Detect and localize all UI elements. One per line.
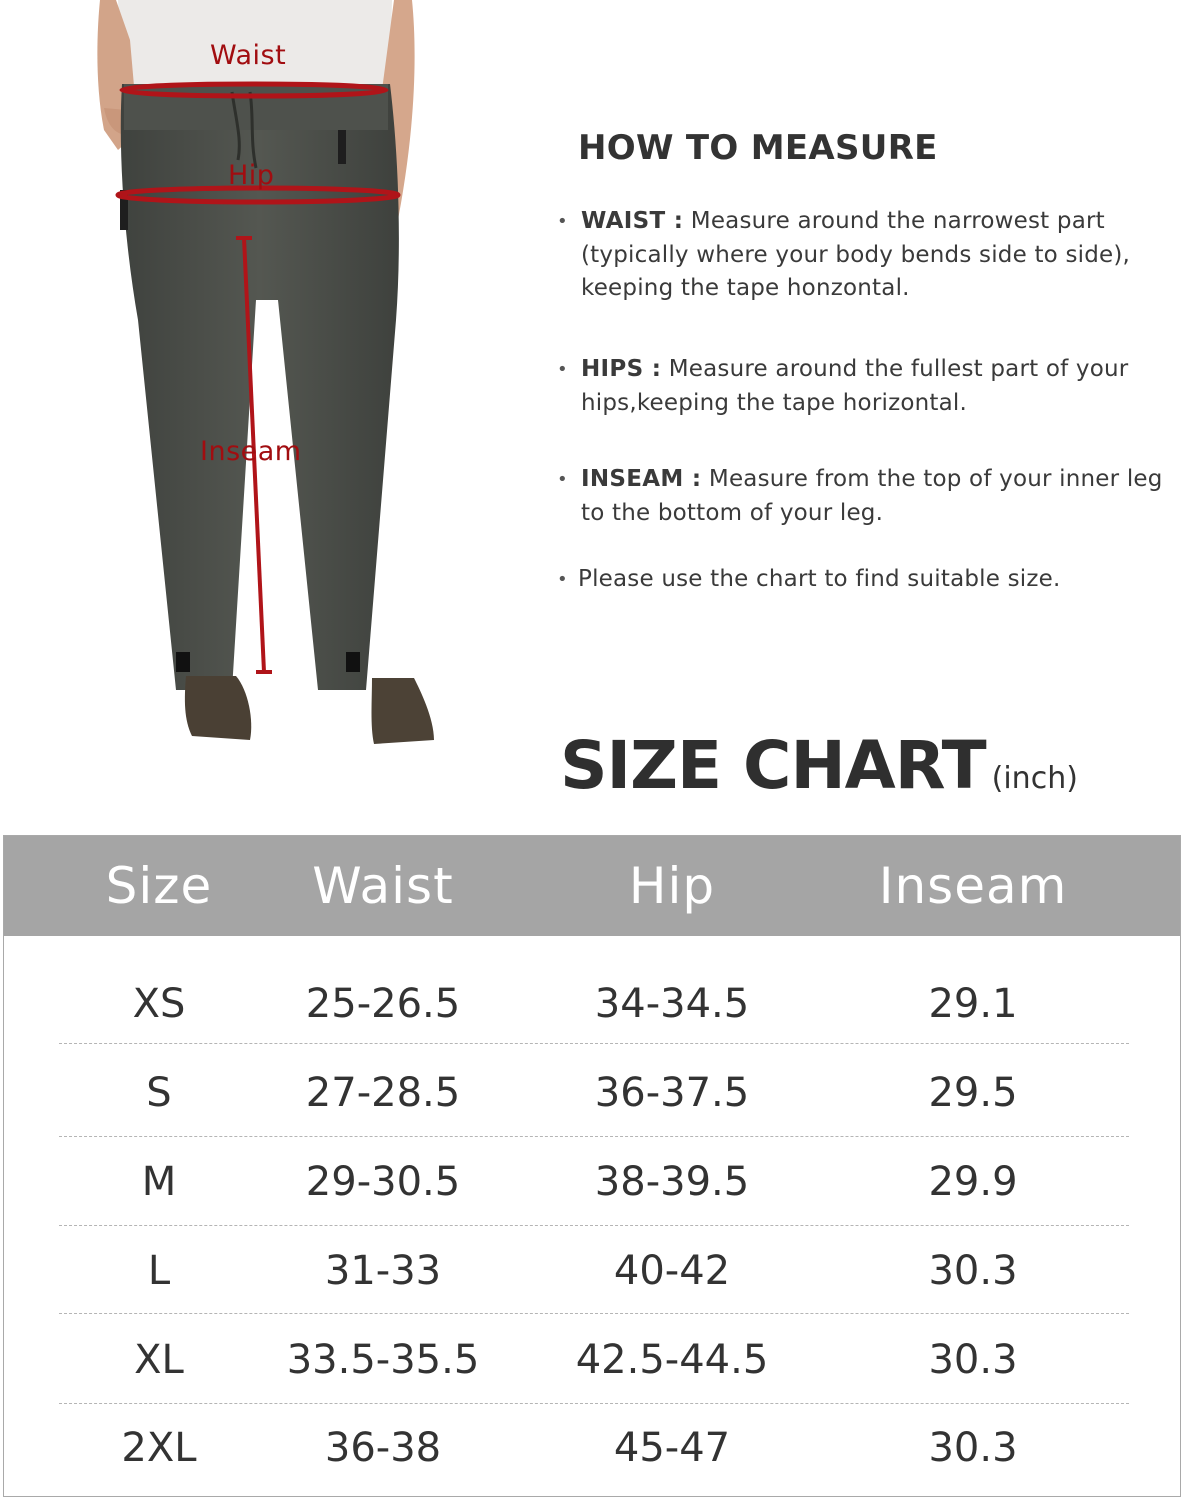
column-header-inseam: Inseam: [878, 857, 1068, 915]
how-to-term: WAIST :: [581, 208, 684, 234]
ankle-toggle-left-shape: [176, 652, 190, 672]
table-header-row: [4, 836, 1180, 936]
model-figure: [0, 0, 540, 830]
cell-inseam: 29.5: [928, 1070, 1018, 1116]
cell-size: XS: [132, 981, 186, 1027]
waistband-shape: [124, 84, 388, 130]
cell-hip: 45-47: [613, 1425, 731, 1471]
left-shoe-shape: [185, 676, 251, 740]
pants-model-illustration: [0, 0, 540, 830]
bullet-dot-icon: •: [557, 359, 568, 380]
row-divider: [59, 1225, 1129, 1226]
cell-waist: 29-30.5: [305, 1159, 461, 1205]
how-to-measure-title: HOW TO MEASURE: [578, 128, 938, 168]
how-to-item-note: [557, 563, 1167, 597]
waist-measure-label: Waist: [210, 40, 287, 71]
how-to-term: INSEAM :: [581, 466, 702, 492]
cell-size: XL: [134, 1337, 184, 1383]
table-row: [4, 1049, 1180, 1138]
right-shoe-shape: [372, 678, 435, 744]
cell-size: M: [141, 1159, 177, 1205]
column-header-waist: Waist: [312, 857, 454, 915]
inseam-measure-label: Inseam: [200, 436, 302, 467]
how-to-item-hips: [557, 353, 1167, 420]
zip-pocket-right-shape: [338, 130, 346, 164]
row-divider: [59, 1136, 1129, 1137]
cell-inseam: 30.3: [928, 1425, 1018, 1471]
how-to-desc: Measure around the narrowest part (typically where your body bends side to side), keeping the tape honzontal.: [581, 208, 1131, 301]
bullet-dot-icon: •: [557, 469, 568, 490]
size-chart-unit: (inch): [991, 761, 1078, 796]
bullet-dot-icon: •: [557, 569, 568, 590]
cell-inseam: 29.9: [928, 1159, 1018, 1205]
how-to-desc: Please use the chart to find suitable size.: [578, 566, 1061, 592]
how-to-item-waist: [557, 205, 1167, 306]
cell-waist: 33.5-35.5: [286, 1337, 480, 1383]
table-row: [4, 1316, 1180, 1405]
table-row: [4, 1138, 1180, 1227]
how-to-item-inseam: [557, 463, 1167, 530]
size-chart-heading: [560, 727, 1078, 804]
bullet-dot-icon: •: [557, 211, 568, 232]
cell-size: L: [147, 1248, 171, 1294]
hip-measure-label: Hip: [228, 160, 275, 191]
cell-waist: 36-38: [324, 1425, 442, 1471]
cell-hip: 42.5-44.5: [575, 1337, 769, 1383]
cell-waist: 25-26.5: [305, 981, 461, 1027]
cell-inseam: 30.3: [928, 1248, 1018, 1294]
how-to-desc: Measure from the top of your inner leg to the bottom of your leg.: [581, 466, 1163, 526]
column-header-hip: Hip: [628, 857, 716, 915]
how-to-desc: Measure around the fullest part of your hips,keeping the tape horizontal.: [581, 356, 1129, 416]
how-to-term: HIPS :: [581, 356, 662, 382]
table-row: [4, 960, 1180, 1049]
row-divider: [59, 1043, 1129, 1044]
cell-size: 2XL: [121, 1425, 197, 1471]
table-row: [4, 1227, 1180, 1316]
cell-hip: 36-37.5: [594, 1070, 750, 1116]
cell-inseam: 30.3: [928, 1337, 1018, 1383]
cell-waist: 31-33: [324, 1248, 442, 1294]
table-row: [4, 1404, 1180, 1493]
column-header-size: Size: [105, 857, 213, 915]
cell-hip: 38-39.5: [594, 1159, 750, 1205]
cell-hip: 40-42: [613, 1248, 731, 1294]
cell-inseam: 29.1: [928, 981, 1018, 1027]
ankle-toggle-right-shape: [346, 652, 360, 672]
cell-waist: 27-28.5: [305, 1070, 461, 1116]
cell-size: S: [146, 1070, 172, 1116]
size-chart-title: SIZE CHART: [560, 727, 986, 804]
cell-hip: 34-34.5: [594, 981, 750, 1027]
size-chart-table: [3, 835, 1181, 1497]
row-divider: [59, 1313, 1129, 1314]
